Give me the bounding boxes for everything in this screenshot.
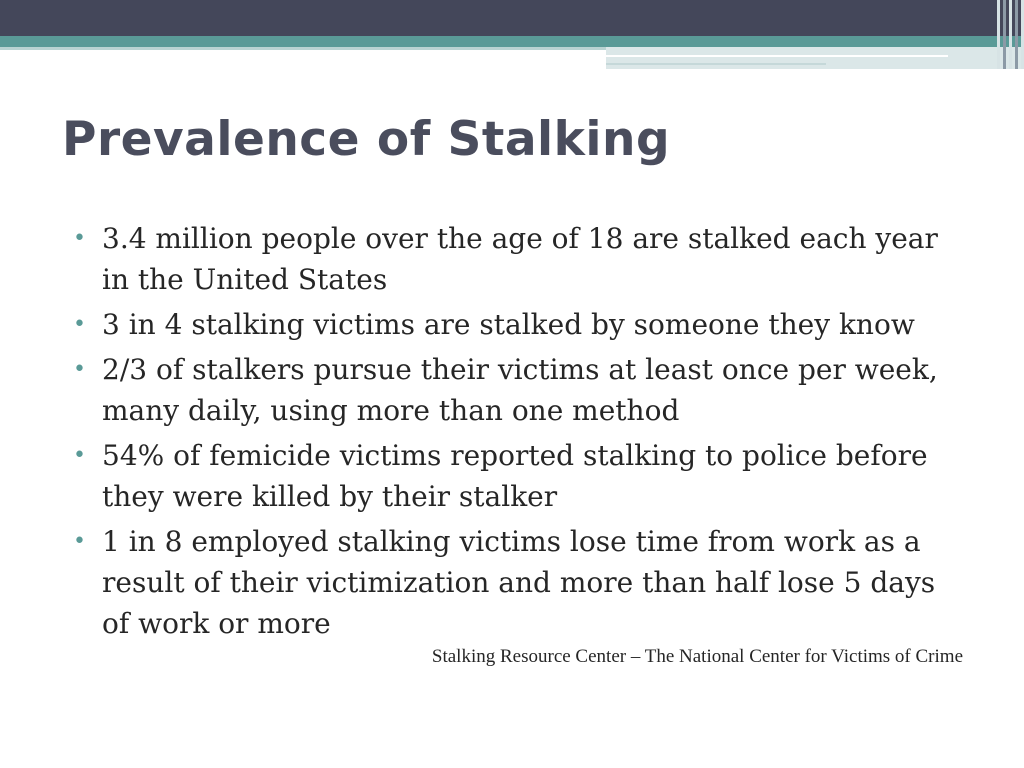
- source-citation: Stalking Resource Center – The National Center for Victims of Crime: [431, 646, 963, 667]
- bullet-item: [70, 349, 970, 431]
- header-tab-line: [606, 55, 948, 57]
- header-tab-line: [606, 63, 826, 65]
- bullet-item: [70, 218, 970, 300]
- header-band-dark: [0, 0, 1024, 36]
- bullet-text: 2/3 of stalkers pursue their victims at least once per week, many daily, using more than one method: [102, 353, 938, 427]
- bullet-icon: •: [73, 226, 86, 251]
- bullet-text: 1 in 8 employed stalking victims lose time from work as a result of their victimization and more than half lose 5 days of work or more: [102, 525, 936, 640]
- stripe: [1009, 0, 1012, 69]
- bullet-icon: •: [73, 357, 86, 382]
- slide-title: Prevalence of Stalking: [62, 112, 671, 167]
- bullet-list: [70, 218, 970, 648]
- bullet-item: [70, 435, 970, 517]
- bullet-icon: •: [73, 529, 86, 554]
- header-band-teal: [0, 36, 1024, 47]
- bullet-icon: •: [73, 312, 86, 337]
- stripe: [1003, 0, 1006, 69]
- bullet-item: [70, 304, 970, 345]
- bullet-text: 3.4 million people over the age of 18 are stalked each year in the United States: [102, 222, 938, 296]
- bullet-icon: •: [73, 443, 86, 468]
- bullet-item: [70, 521, 970, 644]
- bullet-text: 3 in 4 stalking victims are stalked by someone they know: [102, 308, 915, 341]
- stripe: [1015, 0, 1018, 69]
- stripe: [997, 0, 1000, 69]
- header-band-light: [0, 47, 606, 50]
- header-stripes: [994, 0, 1024, 69]
- header-tab: [606, 47, 1024, 69]
- bullet-text: 54% of femicide victims reported stalking to police before they were killed by their stalker: [102, 439, 928, 513]
